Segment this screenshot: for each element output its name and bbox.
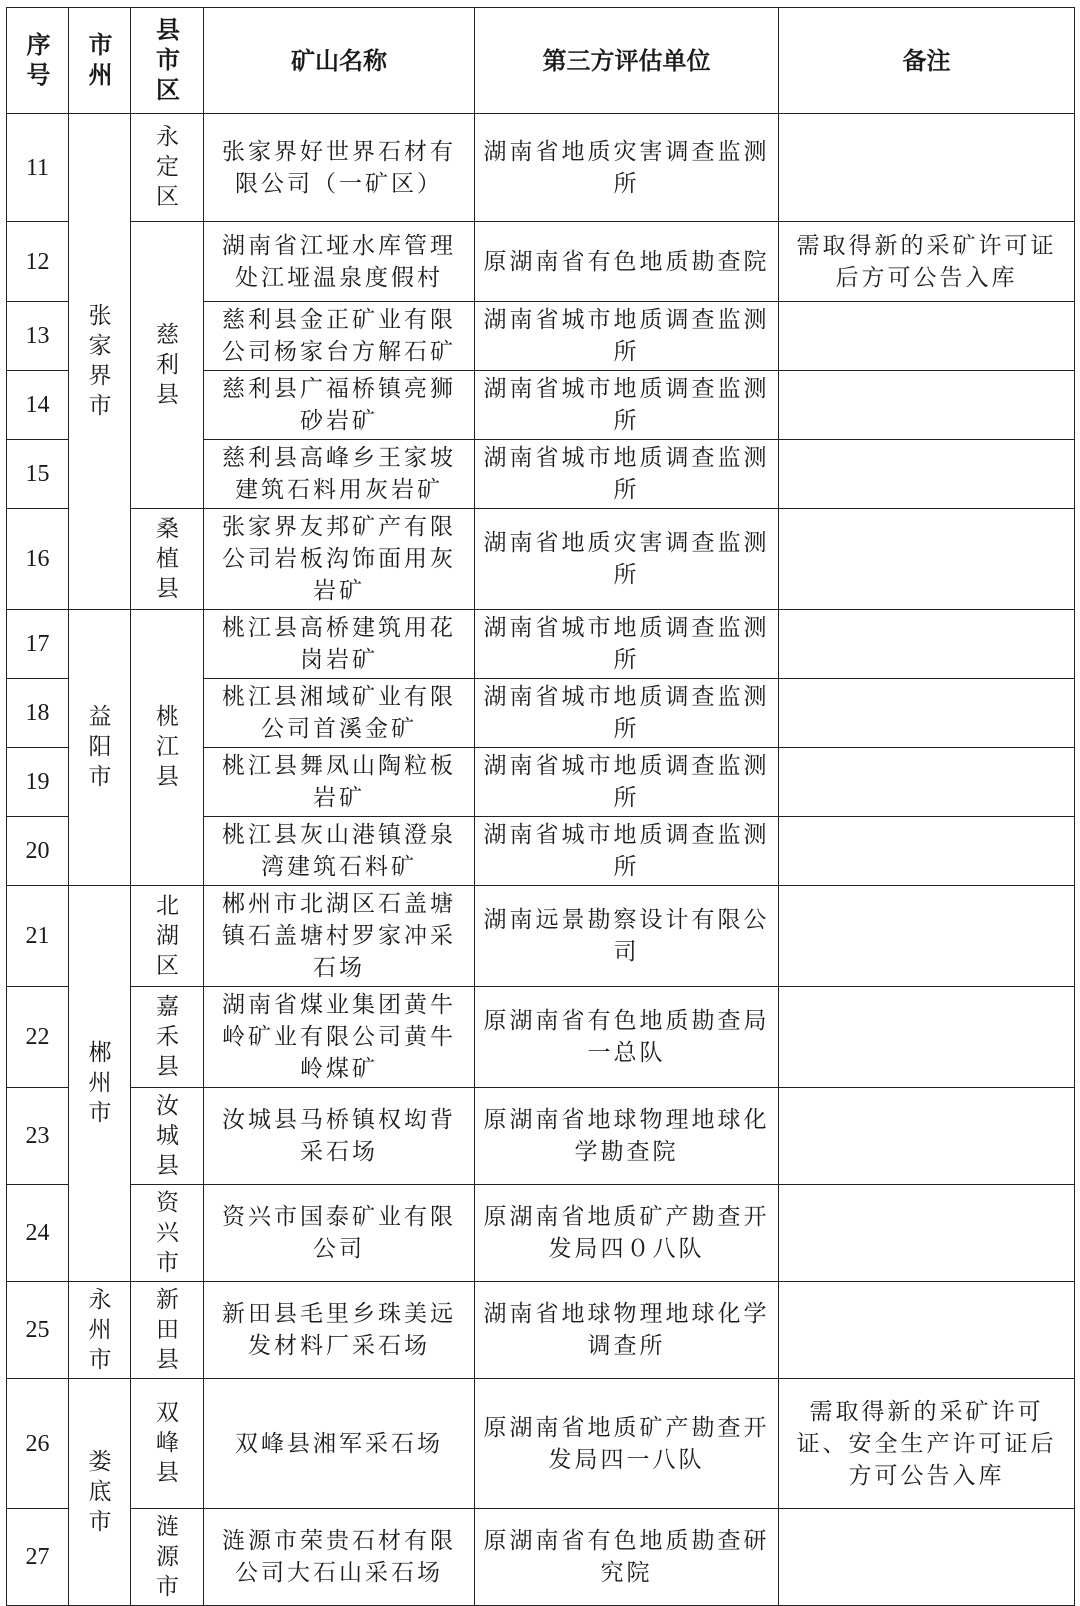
header-mine: 矿山名称: [204, 8, 475, 114]
mine-cell: 资兴市国泰矿业有限公司: [204, 1185, 475, 1282]
note-cell: 需取得新的采矿许可证后方可公告入库: [779, 222, 1075, 302]
mine-cell: 桃江县舞凤山陶粒板岩矿: [204, 748, 475, 817]
evaluator-cell: 湖南省城市地质调查监测所: [475, 610, 779, 679]
evaluator-cell: 湖南省地球物理地球化学调查所: [475, 1282, 779, 1379]
city-cell: 永州市: [69, 1282, 131, 1379]
note-cell: [779, 1282, 1075, 1379]
table-row: [7, 114, 1075, 222]
mine-cell: 汝城县马桥镇权㘭背采石场: [204, 1088, 475, 1185]
seq-cell: 21: [7, 886, 69, 987]
mine-cell: 桃江县湘域矿业有限公司首溪金矿: [204, 679, 475, 748]
mine-cell: 湖南省江垭水库管理处江垭温泉度假村: [204, 222, 475, 302]
seq-cell: 13: [7, 302, 69, 371]
note-cell: [779, 610, 1075, 679]
mine-cell: 郴州市北湖区石盖塘镇石盖塘村罗家冲采石场: [204, 886, 475, 987]
evaluator-cell: 原湖南省地球物理地球化学勘查院: [475, 1088, 779, 1185]
note-cell: [779, 748, 1075, 817]
city-cell: 郴州市: [69, 886, 131, 1282]
evaluator-cell: 湖南省城市地质调查监测所: [475, 440, 779, 509]
seq-cell: 19: [7, 748, 69, 817]
mine-cell: 张家界好世界石材有限公司（一矿区）: [204, 114, 475, 222]
seq-cell: 18: [7, 679, 69, 748]
table-row: [7, 987, 1075, 1088]
note-cell: [779, 1185, 1075, 1282]
mine-cell: 慈利县高峰乡王家坡建筑石料用灰岩矿: [204, 440, 475, 509]
evaluator-cell: 原湖南省地质矿产勘查开发局四０八队: [475, 1185, 779, 1282]
seq-cell: 27: [7, 1509, 69, 1606]
seq-cell: 25: [7, 1282, 69, 1379]
note-cell: [779, 302, 1075, 371]
note-cell: [779, 886, 1075, 987]
table-row: [7, 1509, 1075, 1606]
mine-cell: 涟源市荣贵石材有限公司大石山采石场: [204, 1509, 475, 1606]
header-row: [7, 8, 1075, 114]
seq-cell: 14: [7, 371, 69, 440]
note-cell: [779, 509, 1075, 610]
seq-cell: 17: [7, 610, 69, 679]
header-note: 备注: [779, 8, 1075, 114]
table-row: [7, 222, 1075, 302]
evaluator-cell: 湖南省地质灾害调查监测所: [475, 114, 779, 222]
mine-cell: 慈利县金正矿业有限公司杨家台方解石矿: [204, 302, 475, 371]
table-row: [7, 1088, 1075, 1185]
county-cell: 嘉禾县: [131, 987, 204, 1088]
seq-cell: 23: [7, 1088, 69, 1185]
note-cell: [779, 440, 1075, 509]
note-cell: [779, 371, 1075, 440]
seq-cell: 22: [7, 987, 69, 1088]
county-cell: 慈利县: [131, 222, 204, 509]
table-row: [7, 1379, 1075, 1509]
seq-cell: 11: [7, 114, 69, 222]
mine-cell: 慈利县广福桥镇亮狮砂岩矿: [204, 371, 475, 440]
county-cell: 双峰县: [131, 1379, 204, 1509]
evaluator-cell: 湖南省城市地质调查监测所: [475, 302, 779, 371]
evaluator-cell: 原湖南省有色地质勘查局一总队: [475, 987, 779, 1088]
table-row: [7, 886, 1075, 987]
mine-cell: 新田县毛里乡珠美远发材料厂采石场: [204, 1282, 475, 1379]
header-evaluator: 第三方评估单位: [475, 8, 779, 114]
note-cell: [779, 679, 1075, 748]
header-county: 县市区: [131, 8, 204, 114]
table-row: [7, 1282, 1075, 1379]
evaluator-cell: 原湖南省有色地质勘查研究院: [475, 1509, 779, 1606]
mine-cell: 桃江县灰山港镇澄泉湾建筑石料矿: [204, 817, 475, 886]
city-cell: 张家界市: [69, 114, 131, 610]
seq-cell: 20: [7, 817, 69, 886]
county-cell: 桑植县: [131, 509, 204, 610]
evaluator-cell: 湖南省城市地质调查监测所: [475, 748, 779, 817]
note-cell: 需取得新的采矿许可证、安全生产许可证后方可公告入库: [779, 1379, 1075, 1509]
mine-cell: 湖南省煤业集团黄牛岭矿业有限公司黄牛岭煤矿: [204, 987, 475, 1088]
evaluator-cell: 湖南省城市地质调查监测所: [475, 371, 779, 440]
note-cell: [779, 987, 1075, 1088]
evaluator-cell: 湖南远景勘察设计有限公司: [475, 886, 779, 987]
note-cell: [779, 1088, 1075, 1185]
county-cell: 资兴市: [131, 1185, 204, 1282]
seq-cell: 12: [7, 222, 69, 302]
county-cell: 涟源市: [131, 1509, 204, 1606]
table-row: [7, 610, 1075, 679]
evaluator-cell: 原湖南省有色地质勘查院: [475, 222, 779, 302]
county-cell: 北湖区: [131, 886, 204, 987]
evaluator-cell: 湖南省地质灾害调查监测所: [475, 509, 779, 610]
mine-cell: 双峰县湘军采石场: [204, 1379, 475, 1509]
note-cell: [779, 114, 1075, 222]
mine-table: [6, 7, 1075, 1606]
table-row: [7, 509, 1075, 610]
evaluator-cell: 湖南省城市地质调查监测所: [475, 679, 779, 748]
county-cell: 永定区: [131, 114, 204, 222]
seq-cell: 24: [7, 1185, 69, 1282]
mine-cell: 张家界友邦矿产有限公司岩板沟饰面用灰岩矿: [204, 509, 475, 610]
header-seq: 序号: [7, 8, 69, 114]
county-cell: 新田县: [131, 1282, 204, 1379]
table-row: [7, 1185, 1075, 1282]
county-cell: 汝城县: [131, 1088, 204, 1185]
evaluator-cell: 原湖南省地质矿产勘查开发局四一八队: [475, 1379, 779, 1509]
note-cell: [779, 1509, 1075, 1606]
county-cell: 桃江县: [131, 610, 204, 886]
mine-cell: 桃江县高桥建筑用花岗岩矿: [204, 610, 475, 679]
seq-cell: 26: [7, 1379, 69, 1509]
city-cell: 娄底市: [69, 1379, 131, 1606]
city-cell: 益阳市: [69, 610, 131, 886]
seq-cell: 15: [7, 440, 69, 509]
note-cell: [779, 817, 1075, 886]
header-city: 市州: [69, 8, 131, 114]
seq-cell: 16: [7, 509, 69, 610]
evaluator-cell: 湖南省城市地质调查监测所: [475, 817, 779, 886]
